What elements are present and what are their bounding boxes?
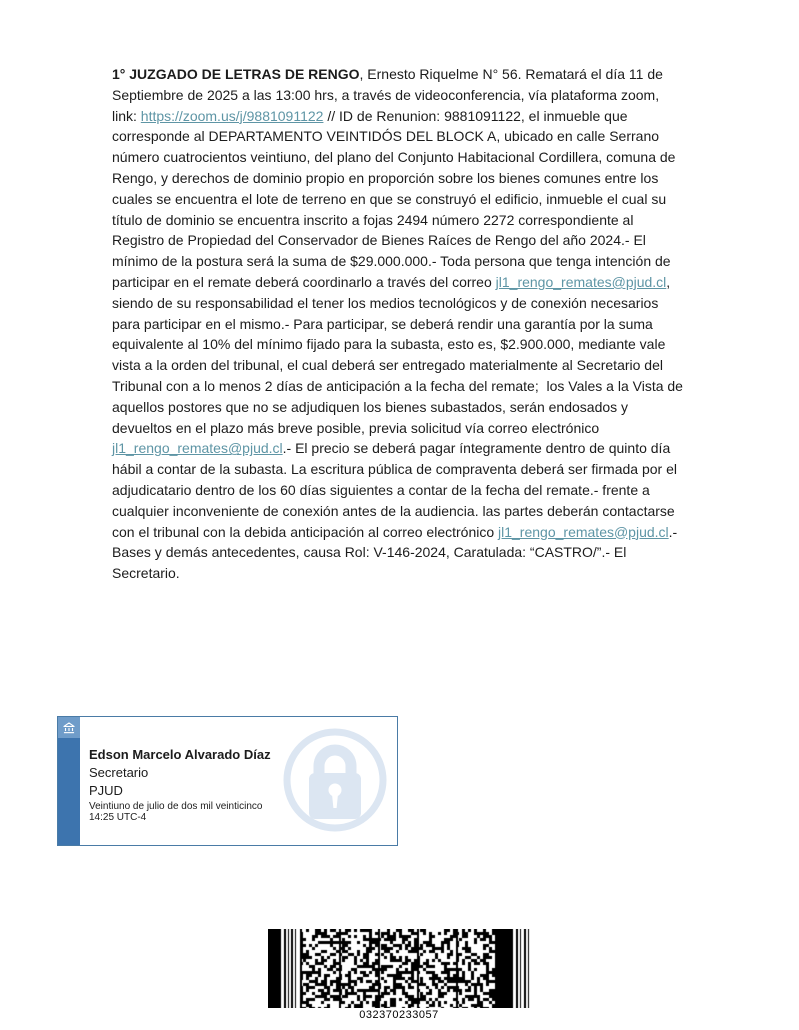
bank-icon: [58, 717, 80, 738]
notice-text: .- Bases y demás antecedentes, causa Rol: V-146-2024, Caratulada: “CASTRO/”.- El Secretario.: [112, 523, 682, 582]
signature-date: Veintiuno de julio de dos mil veinticinco: [89, 801, 263, 812]
notice-paragraph: [112, 64, 687, 584]
notice-link[interactable]: jl1_rengo_remates@pjud.cl: [495, 273, 667, 290]
signer-organization: PJUD: [89, 783, 123, 798]
signer-role: Secretario: [89, 765, 149, 780]
notice-text: , Ernesto Riquelme N° 56. Rematará el día 11 de Septiembre de 2025 a las 13:00 hrs, a través de videoconferencia, vía plataforma zoom, link:: [112, 66, 667, 124]
signature-stamp: [57, 716, 398, 846]
notice-link[interactable]: jl1_rengo_remates@pjud.cl: [498, 523, 669, 540]
notice-court-title: 1° JUZGADO DE LETRAS DE RENGO: [112, 66, 360, 82]
signature-time: 14:25 UTC-4: [89, 812, 147, 823]
lock-icon: [280, 728, 390, 838]
barcode-number: 032370233057: [359, 1009, 439, 1021]
notice-text: // ID de Renunion: 9881091122, el inmueble que corresponde al DEPARTAMENTO VEINTIDÓS DEL BLOCK A, ubicado en calle Serrano número cuatrocientos veintiuno, del plano del Conjunto Habitacional Cordillera, comuna de Rengo, y derechos de dominio propio en proporción sobre los bienes comunes entre los cuales se encuentra el lote de terreno en que se construyó el edificio, inmueble el cual su título de dominio se encuentra inscrito a fojas 2494 número 2272 correspondiente al Registro de Propiedad del Conservador de Bienes Raíces de Rengo del año 2024.- El mínimo de la postura será la suma de $29.000.000.- Toda persona que tenga intención de participar en el remate deberá coordinarlo a través del correo: [112, 107, 680, 290]
notice-link[interactable]: jl1_rengo_remates@pjud.cl: [112, 440, 283, 457]
stamp-left-bar: [58, 717, 80, 845]
notice-text: , siendo de su responsabilidad el tener los medios tecnológicos y de conexión necesarios para participar en el mismo.- Para participar, se deberá rendir una garantía por la suma equivalente al 10% del mínimo fijado para la subasta, esto es, $2.900.000, mediante vale vista a la orden del tribunal, el cual deberá ser entregado materialmente al Secretario del Tribunal con a lo menos 2 días de anticipación a la fecha del remate; los Vales a la Vista de aquellos postores que no se adjudiquen los bienes subastados, serán endosados y devueltos en el plazo más breve posible, previa solicitud vía correo electrónico: [112, 273, 687, 436]
verification-barcode: [268, 929, 530, 1022]
notice-link[interactable]: https://zoom.us/j/9881091122: [140, 107, 324, 124]
barcode-image: [268, 929, 530, 1008]
notice-text: .- El precio se deberá pagar íntegramente dentro de quinto día hábil a contar de la subasta. La escritura pública de compraventa deberá ser firmada por el adjudicatario dentro de los 60 días siguientes a contar de la fecha del remate.- frente a cualquier inconveniente de conexión antes de la audiencia. las partes deberán contactarse con el tribunal con la debida anticipación al correo electrónico: [112, 440, 681, 540]
signer-name: Edson Marcelo Alvarado Díaz: [89, 747, 271, 762]
